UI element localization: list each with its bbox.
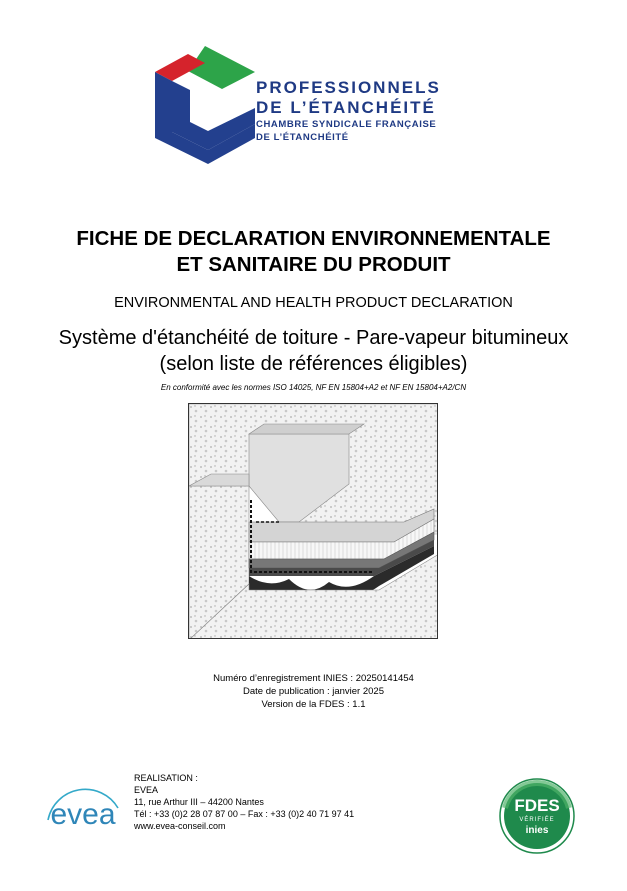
publication-date: Date de publication : janvier 2025 <box>242 686 384 697</box>
fdes-verified-badge-icon <box>499 778 575 854</box>
company-name: EVEA <box>134 785 159 795</box>
product-description: Système d'étanchéité de toiture - Pare-vapeur bitumineux (selon liste de références éligibles) <box>58 327 569 375</box>
svg-text:evea: evea <box>50 798 116 831</box>
company-phone: Tél : +33 (0)2 28 07 87 00 – Fax : +33 (0)2 40 71 97 41 <box>134 809 355 819</box>
realisation-footer <box>134 772 354 832</box>
company-website-link[interactable]: www.evea-conseil.com <box>134 821 226 831</box>
evea-logo-icon <box>36 768 130 834</box>
svg-text:FDES: FDES <box>514 796 560 815</box>
realisation-label: REALISATION : <box>134 773 198 783</box>
logo-name-line1: PROFESSIONNELS <box>256 78 441 97</box>
fdes-version: Version de la FDES : 1.1 <box>261 699 366 710</box>
roof-cross-section-image <box>189 404 438 639</box>
logo-mark-icon <box>150 44 260 166</box>
standards-compliance-note: En conformité avec les normes ISO 14025, NF EN 15804+A2 et NF EN 15804+A2/CN <box>160 383 467 392</box>
document-subtitle-english: ENVIRONMENTAL AND HEALTH PRODUCT DECLARATION <box>114 295 513 311</box>
registration-number: Numéro d’enregistrement INIES : 20250141454 <box>213 673 414 684</box>
svg-text:VÉRIFIÉE: VÉRIFIÉE <box>519 817 555 823</box>
document-title-line2: ET SANITAIRE DU PRODUIT <box>176 253 451 276</box>
company-address: 11, rue Arthur III – 44200 Nantes <box>134 797 264 807</box>
roof-system-illustration <box>188 403 438 639</box>
document-title-line1: FICHE DE DECLARATION ENVIRONNEMENTALE <box>76 227 551 250</box>
logo-tagline-line1: CHAMBRE SYNDICALE FRANÇAISE <box>256 119 437 130</box>
svg-text:inies: inies <box>525 825 549 836</box>
logo-name-line2: DE L’ÉTANCHÉITÉ <box>256 98 436 117</box>
logo-tagline-line2: DE L’ÉTANCHÉITÉ <box>256 132 349 143</box>
organization-logo <box>150 44 480 166</box>
